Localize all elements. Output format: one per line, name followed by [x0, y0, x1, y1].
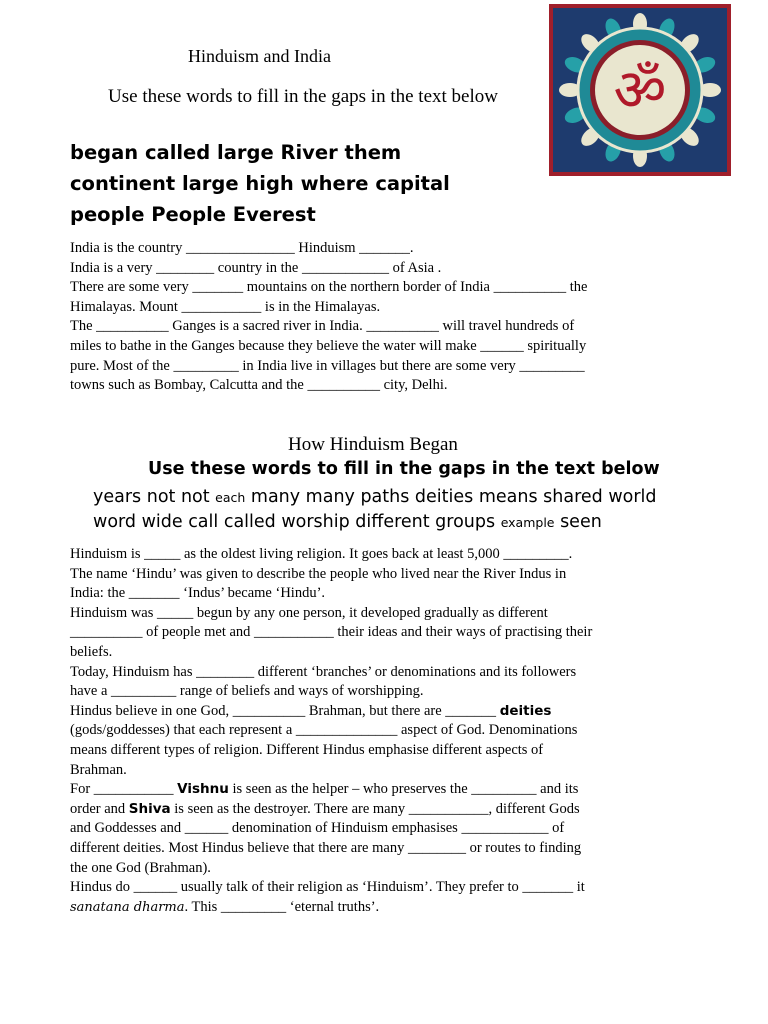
text-line: The __________ Ganges is a sacred river in India. __________ will travel hundreds of [70, 318, 575, 335]
text-line [70, 800, 720, 820]
om-symbol: ॐ [613, 56, 667, 124]
word-bank-line: began called large River them [70, 141, 402, 164]
text-line: and Goddesses and ______ denomination of Hinduism emphasises ____________ of [70, 820, 565, 837]
text-line: Himalayas. Mount ___________ is in the Himalayas. [70, 298, 381, 315]
word-bank-line: continent large high where capital [70, 172, 450, 195]
mandala-graphic [549, 4, 731, 176]
text-span: Hindus believe in one God, __________ Brahman, but there are _______ [70, 702, 500, 719]
text-line: __________ of people met and ___________ their ideas and their ways of practising their [70, 624, 593, 641]
text-line: miles to bathe in the Ganges because they believe the water will make ______ spiritually [70, 337, 587, 354]
text-line [70, 898, 720, 918]
section2-text [70, 545, 720, 917]
word-bank-text: many many paths deities means shared world [245, 487, 657, 507]
italic-term: sanatana dharma [70, 899, 185, 915]
section1-text [70, 239, 720, 396]
section1-title: Hinduism and India [188, 46, 331, 66]
bold-term-shiva: Shiva [128, 800, 171, 817]
text-line: Hinduism was _____ begun by any one person, it developed gradually as different [70, 604, 548, 621]
text-line: India is the country _______________ Hinduism _______. [70, 240, 414, 256]
word-bank-line [93, 510, 713, 535]
text-line: have a _________ range of beliefs and ways of worshipping. [70, 683, 424, 700]
text-line: (gods/goddesses) that each represent a ______________ aspect of God. Denominations [70, 722, 578, 739]
text-line: different deities. Most Hindus believe that there are many ________ or routes to finding [70, 839, 582, 856]
text-line [70, 780, 720, 800]
bold-term-deities: deities [499, 702, 552, 719]
word-bank-line [93, 485, 713, 510]
word-bank-small-word: each [215, 490, 246, 505]
text-line: towns such as Bombay, Calcutta and the __________ city, Delhi. [70, 377, 448, 394]
text-span: is seen as the helper – who preserves the _________ and its [228, 781, 579, 798]
text-line: The name ‘Hindu’ was given to describe the people who lived near the River Indus in [70, 565, 567, 582]
text-line: Brahman. [70, 761, 127, 778]
section2-word-bank [93, 485, 713, 535]
text-line: Hinduism is _____ as the oldest living religion. It goes back at least 5,000 _________. [70, 546, 573, 562]
text-line: There are some very _______ mountains on the northern border of India __________ the [70, 279, 588, 296]
text-line: Hindus do ______ usually talk of their religion as ‘Hinduism’. They prefer to _______ it [70, 879, 585, 896]
word-bank-line: people People Everest [70, 203, 316, 226]
text-span: is seen as the destroyer. There are many ___________, different Gods [170, 800, 580, 817]
word-bank-text: seen [554, 512, 602, 532]
section1-word-bank [70, 137, 540, 230]
word-bank-text: word wide call called worship different groups [93, 512, 501, 532]
text-span: order and [70, 800, 129, 817]
word-bank-text: years not not [93, 487, 216, 507]
word-bank-small-word: example [500, 515, 555, 530]
text-line: means different types of religion. Different Hindus emphasise different aspects of [70, 741, 544, 758]
text-line: pure. Most of the _________ in India live in villages but there are some very _________ [70, 357, 585, 374]
text-line: the one God (Brahman). [70, 859, 211, 876]
text-line [70, 702, 720, 722]
text-line: Today, Hinduism has ________ different ‘branches’ or denominations and its followers [70, 663, 577, 680]
text-span: For ___________ [70, 781, 178, 798]
section2-title: How Hinduism Began [288, 434, 458, 455]
text-line: India is a very ________ country in the ____________ of Asia . [70, 259, 442, 276]
om-mandala-icon [549, 4, 731, 176]
text-span: . This _________ ‘eternal truths’. [184, 898, 380, 915]
section2-instruction: Use these words to fill in the gaps in the text below [148, 459, 660, 479]
section1-instruction: Use these words to fill in the gaps in the text below [108, 86, 498, 107]
text-line: India: the _______ ‘Indus’ became ‘Hindu’. [70, 585, 326, 602]
bold-term-vishnu: Vishnu [177, 781, 229, 798]
text-line: beliefs. [70, 643, 113, 660]
